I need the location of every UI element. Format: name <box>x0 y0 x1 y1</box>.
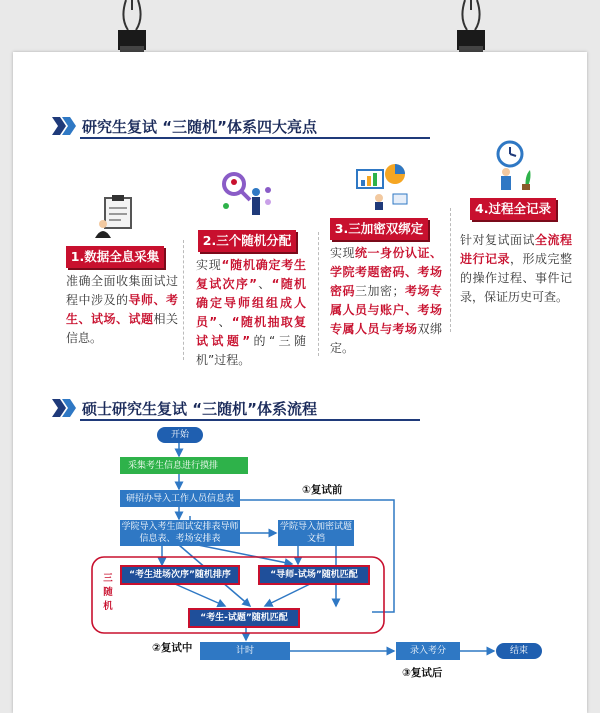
highlight-3-badge: 3.三加密双绑定 <box>330 218 428 240</box>
desc-highlight-text: 全流程进行记录 <box>460 233 572 266</box>
desc-highlight-text: “随机抽取复试试题” <box>196 315 306 348</box>
desc-highlight-text: “随机确定考生复试次序” <box>196 258 306 291</box>
desc-text: 双绑定。 <box>330 322 442 355</box>
desc-highlight-text: 考场专属人员与账户、考场专属人员与考场 <box>330 284 442 336</box>
highlight-4-badge: 4.过程全记录 <box>470 198 556 220</box>
section1-title-text: 研究生复试 “三随机”体系四大亮点 <box>82 117 317 136</box>
flow-step-collect: 采集考生信息进行摸排 <box>120 457 248 474</box>
desc-text: 实现 <box>330 246 355 260</box>
note-during-retest: ②复试中 <box>152 642 193 654</box>
flow-rand-advisor-room: “导师-试场”随机匹配 <box>258 565 370 585</box>
desc-highlight-text: 导师、考生、试场、试题 <box>66 293 178 326</box>
flow-rand-candidate-question: “考生-试题”随机匹配 <box>188 608 300 628</box>
three-random-label: 三随机 <box>103 573 113 612</box>
flow-enter-score: 录入考分 <box>396 642 460 660</box>
desc-text: 准确全面收集面试过程中涉及的 <box>66 274 178 307</box>
flow-end: 结束 <box>496 643 542 659</box>
desc-highlight-text: “随机确定导师组组成人员” <box>196 277 307 329</box>
note-after-retest: ③复试后 <box>402 667 443 679</box>
flow-timer: 计时 <box>200 642 290 660</box>
flow-step-import-schedule: 学院导入考生面试安排表导师信息表、考场安排表 <box>121 522 239 544</box>
highlight-2-badge: 2.三个随机分配 <box>198 230 296 252</box>
desc-text: 、 <box>217 315 232 329</box>
desc-text: 针对复试面试 <box>460 233 535 247</box>
desc-text: 实现 <box>196 258 222 272</box>
flow-step-import-questions: 学院导入加密试题文档 <box>279 522 352 544</box>
desc-text: ，形成完整的操作过程、事件记录，保证历史可查。 <box>460 252 572 304</box>
desc-text: 、 <box>257 277 272 291</box>
desc-text: 三加密； <box>355 284 405 298</box>
flow-rand-candidate-order: “考生进场次序”随机排序 <box>120 565 240 585</box>
flow-step-import-staff: 研招办导入工作人员信息表 <box>120 490 240 507</box>
highlight-1-badge: 1.数据全息采集 <box>66 246 164 268</box>
desc-text: 相关信息。 <box>66 312 178 345</box>
section2-title-text: 硕士研究生复试 “三随机”体系流程 <box>82 399 317 418</box>
flow-start: 开始 <box>157 427 203 443</box>
note-before-retest: ①复试前 <box>302 484 343 496</box>
desc-highlight-text: 统一身份认证、学院考题密码、考场密码 <box>330 246 442 298</box>
desc-text: 的“三随机”过程。 <box>196 334 307 367</box>
